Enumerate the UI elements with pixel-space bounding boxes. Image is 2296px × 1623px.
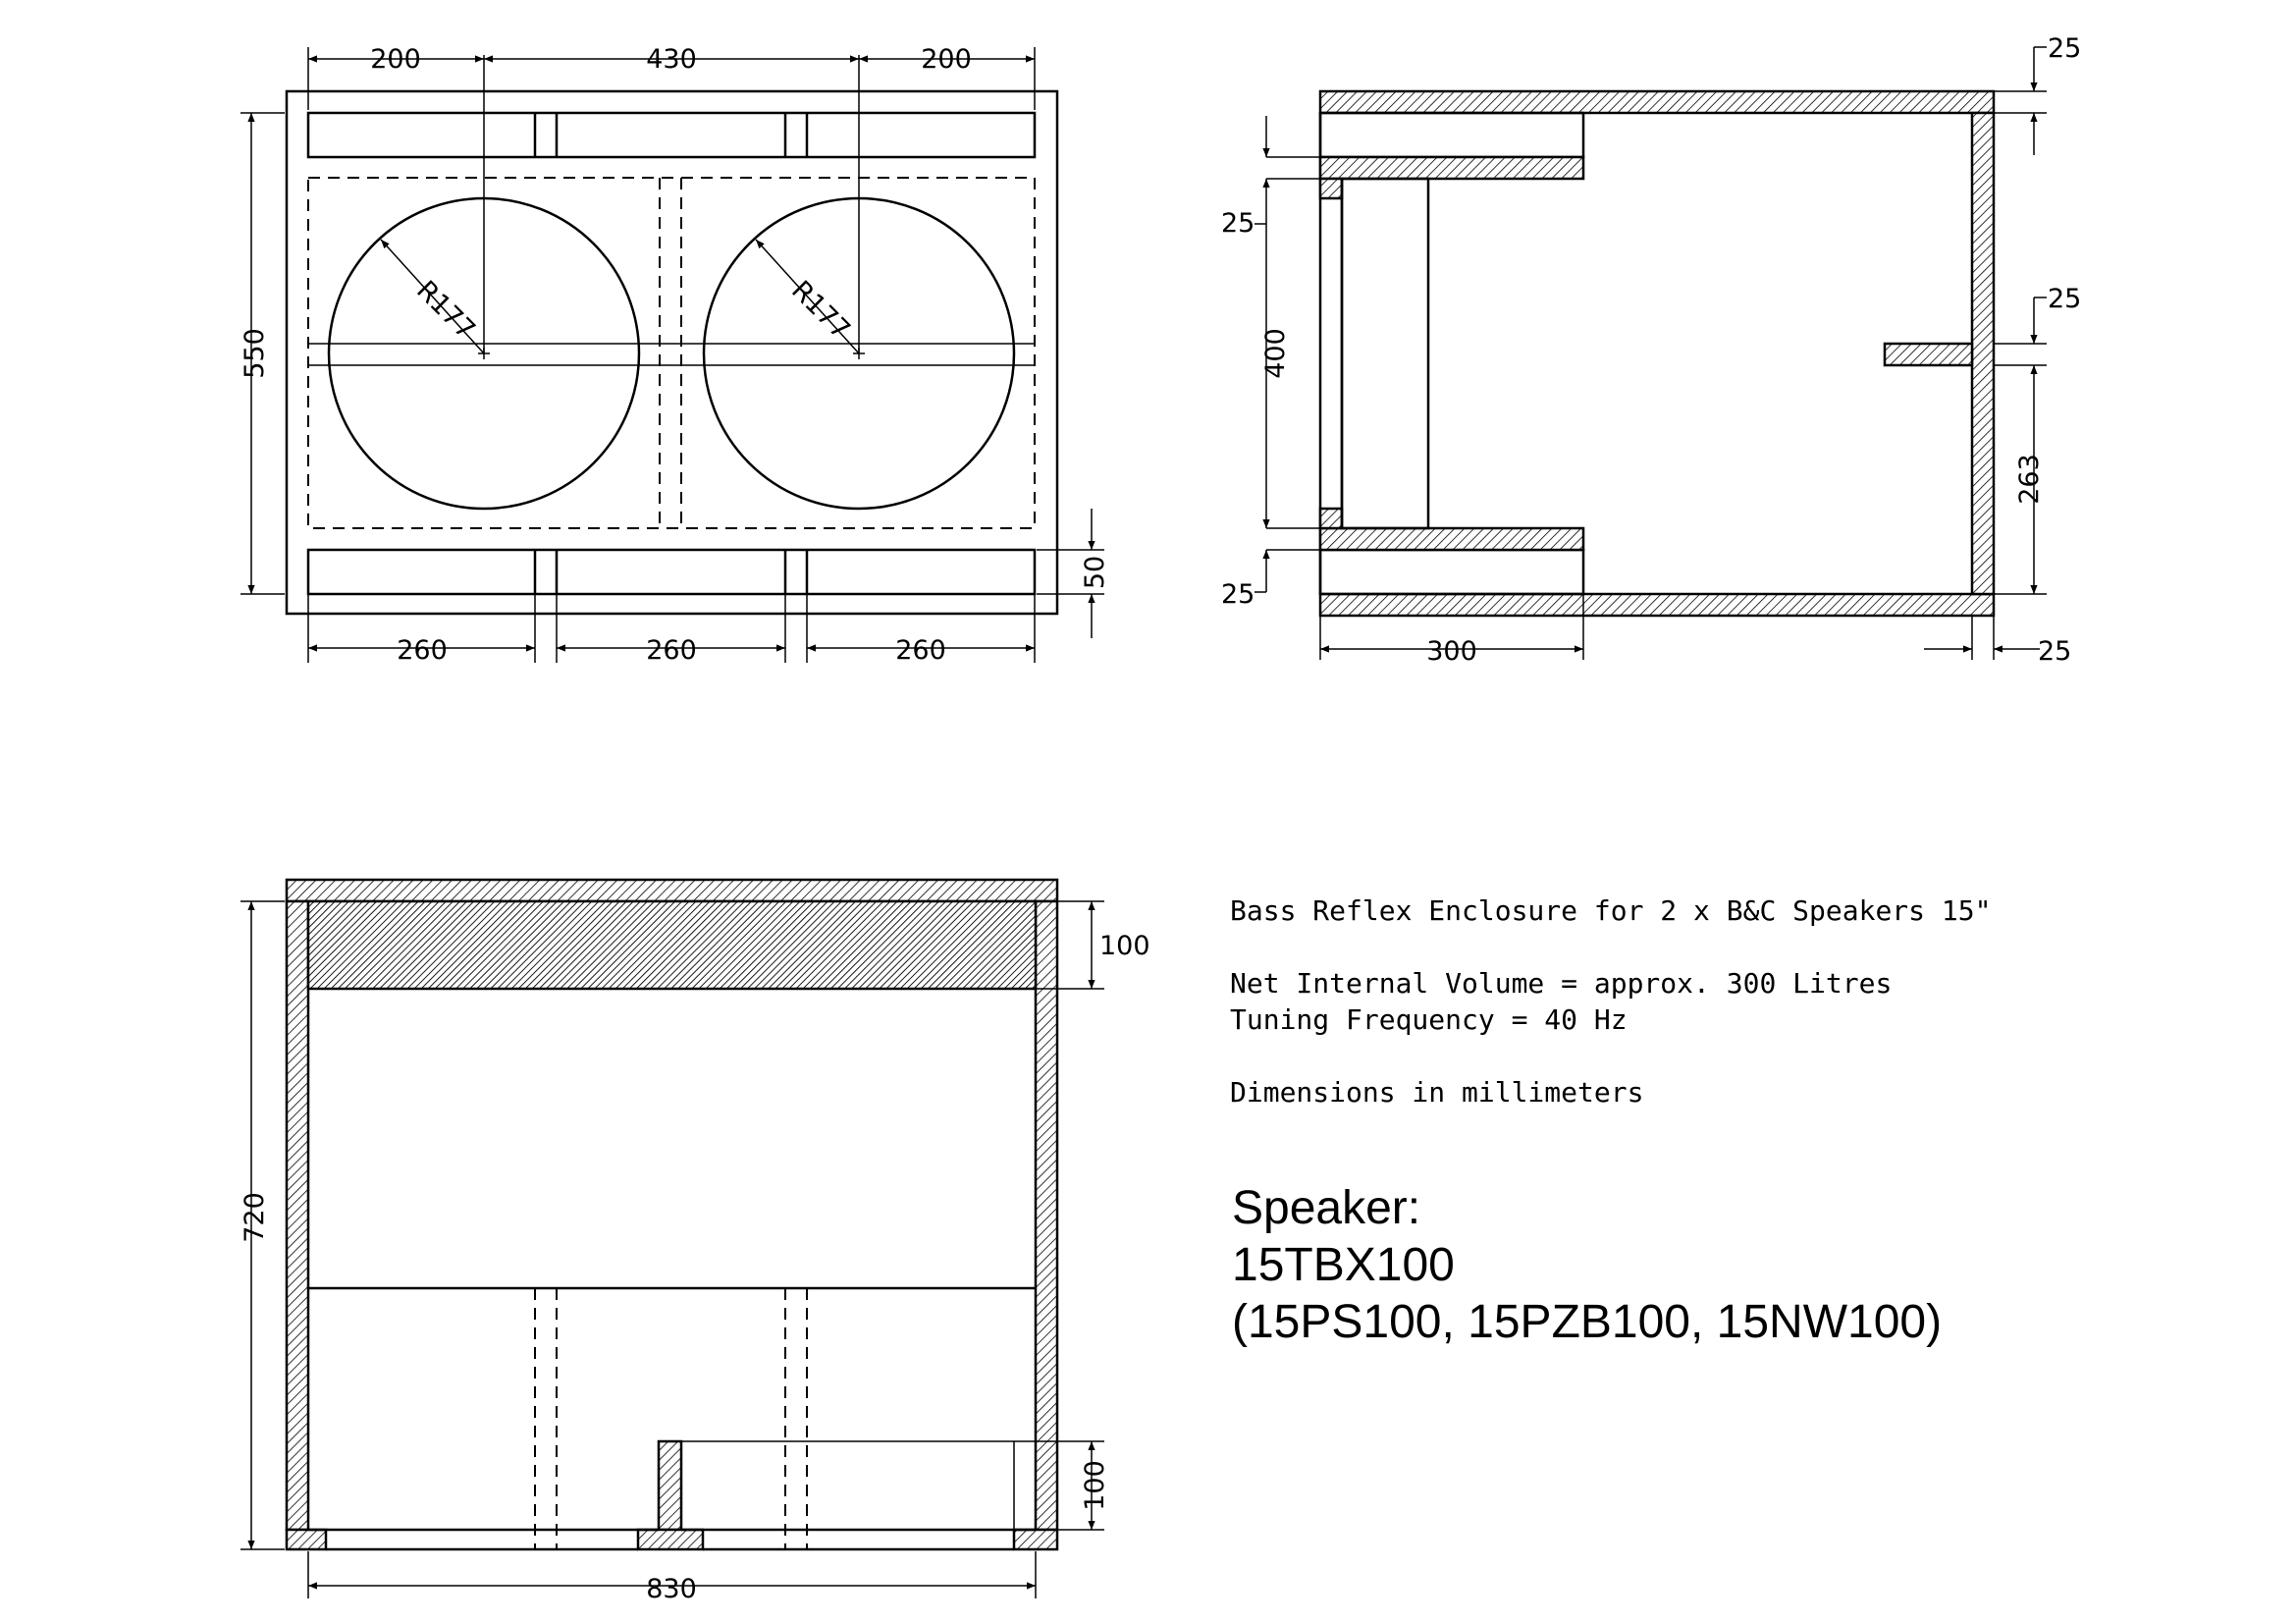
side-top-port-panel (1320, 113, 1583, 157)
front-port-panel (308, 550, 1035, 594)
side-top-baffle-lip (1320, 157, 1583, 179)
dim-port-height: 50 (1080, 555, 1110, 590)
dim-side-left-middle: 400 (1260, 328, 1291, 379)
dim-side-bottom-right: 25 (2038, 636, 2072, 667)
speaker-alternatives: (15PS100, 15PZB100, 15NW100) (1232, 1296, 1943, 1348)
top-left-wall (287, 901, 308, 1530)
front-outer-outline (287, 91, 1057, 614)
dim-side-brace-height: 263 (2014, 454, 2045, 505)
dim-bottom-right: 260 (895, 635, 946, 666)
speaker-heading: Speaker: (1232, 1182, 1421, 1234)
dim-side-depth: 300 (1426, 636, 1477, 667)
dim-bottom-middle: 260 (646, 635, 697, 666)
front-baffle-hidden-outline (308, 178, 1035, 528)
dim-top-brace-depth: 100 (1099, 931, 1150, 961)
note-volume: Net Internal Volume = approx. 300 Litres (1230, 967, 1893, 1000)
dim-port-depth: 100 (1080, 1460, 1110, 1511)
front-top-panel (308, 113, 1035, 157)
top-right-wall (1036, 901, 1057, 1530)
side-back-wall (1972, 113, 1994, 594)
front-view (240, 44, 1110, 666)
speaker-model: 15TBX100 (1232, 1239, 1455, 1291)
notes-block (1230, 894, 1991, 1348)
top-back-wall (287, 880, 1057, 901)
side-view (1221, 33, 2081, 667)
dim-top-middle: 430 (646, 44, 697, 75)
note-tuning: Tuning Frequency = 40 Hz (1230, 1003, 1628, 1036)
dim-side-left-bottom: 25 (1221, 579, 1255, 610)
side-top-wall (1320, 91, 1994, 113)
top-brace-panel (308, 901, 1036, 989)
side-brace (1885, 344, 1972, 365)
radius-label-right: R177 (785, 275, 856, 346)
top-view (240, 880, 1150, 1604)
dim-top-view-width: 830 (646, 1574, 697, 1604)
dim-bottom-left: 260 (397, 635, 448, 666)
top-port-divider (659, 1441, 681, 1530)
dim-side-top-thickness: 25 (2048, 33, 2082, 64)
side-bottom-wall (1320, 594, 1994, 616)
dim-front-height: 550 (240, 328, 270, 379)
dim-top-left: 200 (370, 44, 421, 75)
dim-top-view-height: 720 (240, 1192, 270, 1243)
radius-label-left: R177 (410, 275, 481, 346)
dim-top-right: 200 (921, 44, 972, 75)
note-units: Dimensions in millimeters (1230, 1076, 1644, 1109)
side-speaker-profile (1342, 179, 1428, 528)
side-bottom-baffle-lip (1320, 528, 1583, 550)
dim-side-brace-thickness: 25 (2048, 284, 2082, 314)
side-bottom-port-panel (1320, 550, 1583, 594)
dim-side-left-top: 25 (1221, 208, 1255, 239)
note-title: Bass Reflex Enclosure for 2 x B&C Speakers 15" (1230, 894, 1992, 927)
